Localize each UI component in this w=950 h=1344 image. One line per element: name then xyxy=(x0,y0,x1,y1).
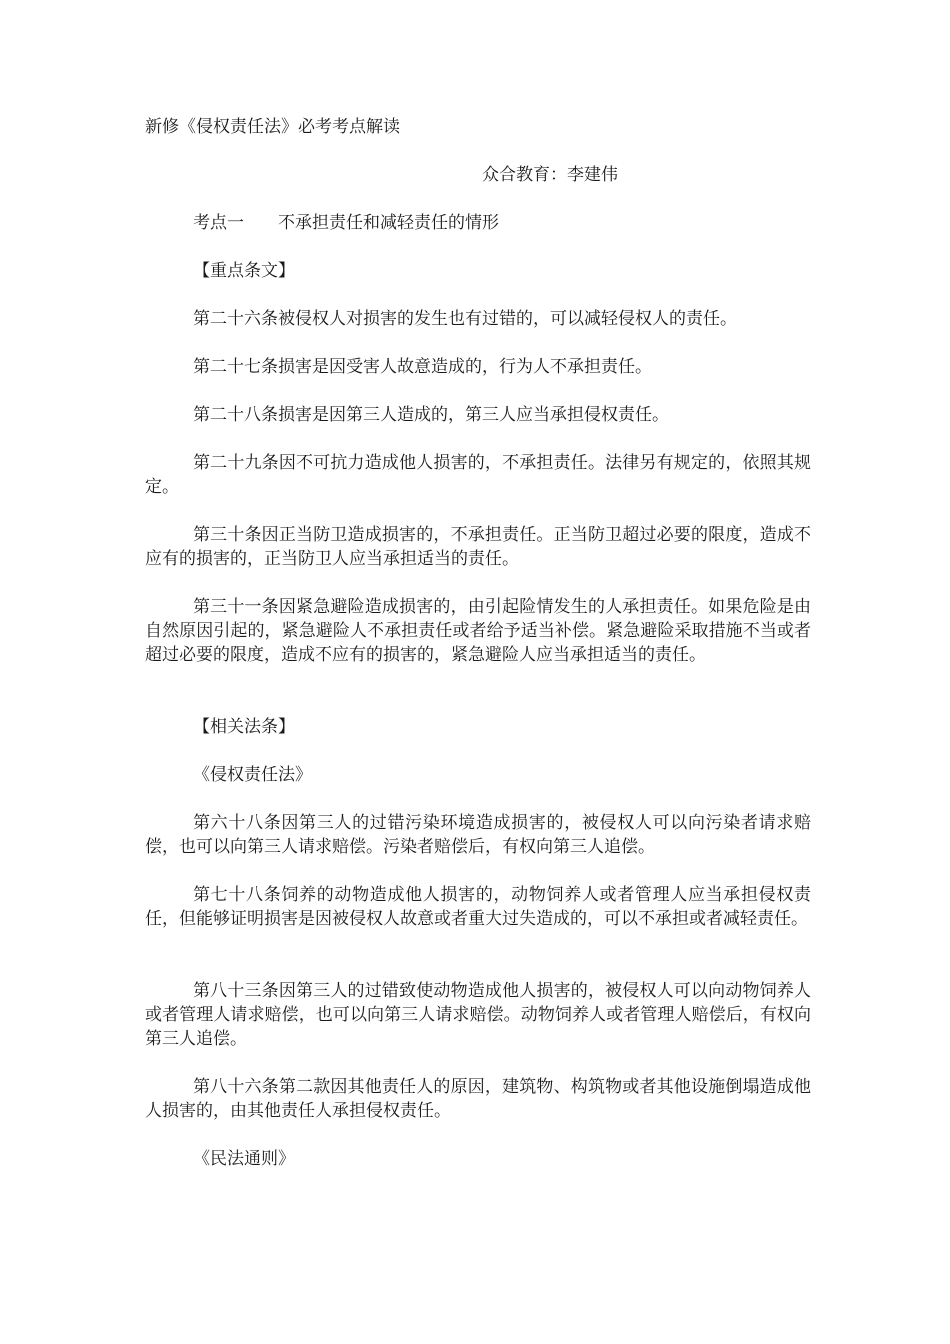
article-paragraph: 第三十条因正当防卫造成损害的，不承担责任。正当防卫超过必要的限度，造成不应有的损害的，正当防卫人应当承担适当的责任。 xyxy=(145,525,811,569)
article-paragraph: 第六十八条因第三人的过错污染环境造成损害的，被侵权人可以向污染者请求赔偿，也可以向第三人请求赔偿。污染者赔偿后，有权向第三人追偿。 xyxy=(145,813,811,857)
document-author: 众合教育：李建伟 xyxy=(482,165,618,185)
article-paragraph: 第八十六条第二款因其他责任人的原因，建筑物、构筑物或者其他设施倒塌造成他人损害的，由其他责任人承担侵权责任。 xyxy=(145,1077,811,1121)
subheading-key-articles: 【重点条文】 xyxy=(193,261,295,281)
article-paragraph: 第二十九条因不可抗力造成他人损害的，不承担责任。法律另有规定的，依照其规定。 xyxy=(145,453,811,497)
document-title: 新修《侵权责任法》必考考点解读 xyxy=(145,117,400,137)
article-paragraph: 第三十一条因紧急避险造成损害的，由引起险情发生的人承担责任。如果危险是由自然原因引起的，紧急避险人不承担责任或者给予适当补偿。紧急避险采取措施不当或者超过必要的限度，造成不应有的损害的，紧急避险人应当承担适当的责任。 xyxy=(145,597,811,665)
article-paragraph: 第八十三条因第三人的过错致使动物造成他人损害的，被侵权人可以向动物饲养人或者管理人请求赔偿，也可以向第三人请求赔偿。动物饲养人或者管理人赔偿后，有权向第三人追偿。 xyxy=(145,981,811,1049)
article-paragraph: 第二十八条损害是因第三人造成的，第三人应当承担侵权责任。 xyxy=(193,405,669,425)
law-title: 《民法通则》 xyxy=(193,1149,295,1169)
article-paragraph: 第二十六条被侵权人对损害的发生也有过错的，可以减轻侵权人的责任。 xyxy=(193,309,737,329)
article-paragraph: 第七十八条饲养的动物造成他人损害的，动物饲养人或者管理人应当承担侵权责任，但能够证明损害是因被侵权人故意或者重大过失造成的，可以不承担或者减轻责任。 xyxy=(145,885,811,929)
subheading-related-laws: 【相关法条】 xyxy=(193,717,295,737)
article-paragraph: 第二十七条损害是因受害人故意造成的，行为人不承担责任。 xyxy=(193,357,652,377)
law-title: 《侵权责任法》 xyxy=(193,765,312,785)
section-heading: 考点一 不承担责任和减轻责任的情形 xyxy=(193,213,499,233)
